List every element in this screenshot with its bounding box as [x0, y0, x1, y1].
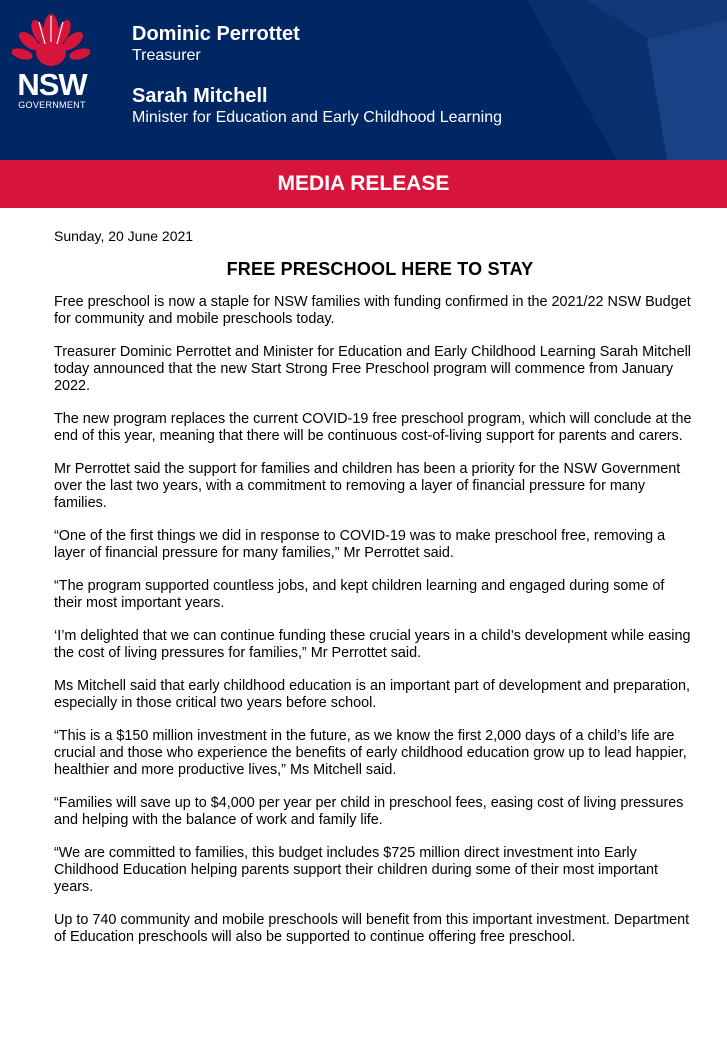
minister-1 — [132, 22, 300, 66]
paragraph: Up to 740 community and mobile preschools will benefit from this important investment. Department of Education preschools will also be supported to continue offering free preschool. — [54, 911, 690, 945]
paragraph: Free preschool is now a staple for NSW families with funding confirmed in the 2021/22 NSW Budget for community and mobile preschools today. — [54, 294, 691, 328]
minister-2 — [132, 84, 502, 128]
minister-2-name: Sarah Mitchell — [132, 85, 268, 107]
paragraph: “This is a $150 million investment in the future, as we know the first 2,000 days of a child’s life are crucial and those who experience the benefits of early childhood education grow up to lead happier, healthier and more productive lives,” Ms Mitchell said. — [54, 727, 687, 779]
waratah-icon — [12, 14, 90, 70]
logo-nsw-text: NSW — [17, 67, 87, 102]
nsw-government-logo — [10, 14, 94, 114]
minister-1-name: Dominic Perrottet — [132, 23, 300, 45]
paragraph: “We are committed to families, this budget includes $725 million direct investment into Early Childhood Education helping parents support their children during some of their most important years. — [54, 844, 658, 896]
minister-1-title: Treasurer — [132, 47, 201, 64]
release-date: Sunday, 20 June 2021 — [54, 228, 194, 244]
header — [0, 0, 727, 160]
paragraph: Ms Mitchell said that early childhood education is an important part of development and preparation, especially in those critical two years before school. — [54, 677, 690, 711]
header-decoration — [467, 0, 727, 160]
paragraph: “Families will save up to $4,000 per year per child in preschool fees, easing cost of living pressures and helping with the balance of work and family life. — [54, 794, 684, 828]
logo-government-text: GOVERNMENT — [18, 100, 86, 110]
media-release-banner: MEDIA RELEASE — [0, 160, 727, 208]
paragraph: Treasurer Dominic Perrottet and Minister for Education and Early Childhood Learning Sarah Mitchell today announced that the new Start Strong Free Preschool program will commence from January 2022. — [54, 343, 691, 395]
paragraph: Mr Perrottet said the support for families and children has been a priority for the NSW Government over the last two years, with a commitment to removing a layer of financial pressure for many families. — [54, 460, 681, 512]
paragraph: “The program supported countless jobs, and kept children learning and engaged during some of their most important years. — [54, 577, 665, 612]
paragraph: ‘I’m delighted that we can continue funding these crucial years in a child’s development while easing the cost of living pressures for families,” Mr Perrottet said. — [54, 627, 691, 662]
minister-2-title: Minister for Education and Early Childhood Learning — [132, 109, 502, 126]
release-headline: FREE PRESCHOOL HERE TO STAY — [226, 259, 534, 279]
paragraph: The new program replaces the current COVID-19 free preschool program, which will conclude at the end of this year, meaning that there will be continuous cost-of-living support for parents and carers. — [54, 411, 692, 445]
release-body — [54, 228, 694, 962]
paragraph: “One of the first things we did in response to COVID-19 was to make preschool free, removing a layer of financial pressure for many families,” Mr Perrottet said. — [54, 528, 666, 562]
